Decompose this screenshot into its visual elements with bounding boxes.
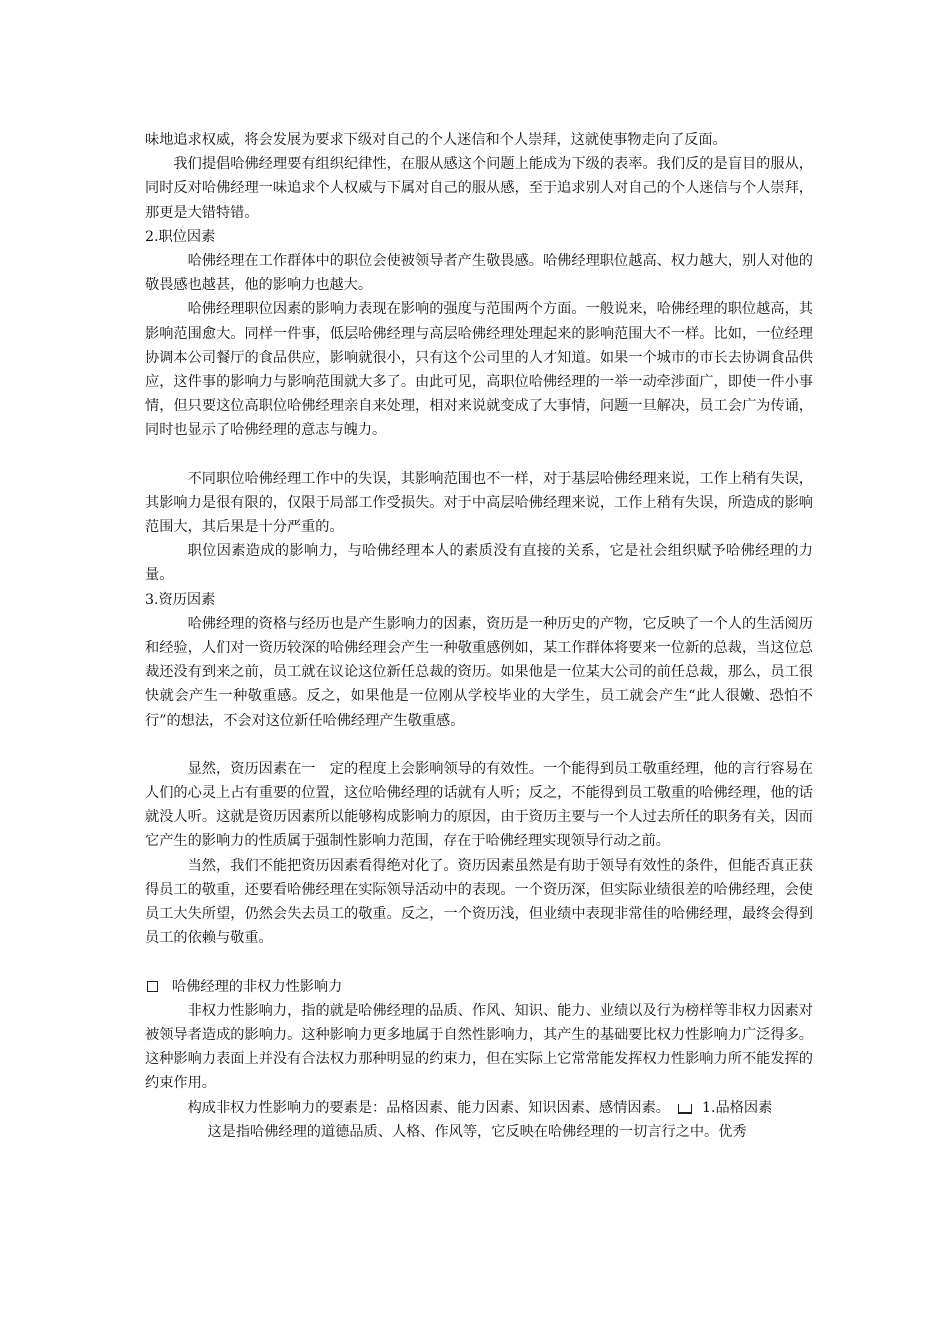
paragraph-5: 不同职位哈佛经理工作中的失误，其影响范围也不一样，对于基层哈佛经理来说，工作上稍有失误，其影响力是很有限的，仅限于局部工作受损失。对于中高层哈佛经理来说，工作上稍有失误，所造成的影响范围大，其后果是十分严重的。: [145, 470, 813, 536]
blank-line: [145, 951, 813, 975]
heading-character-factor: 1.品格因素: [701, 1099, 773, 1116]
paragraph-11: [145, 1096, 813, 1120]
blank-line: [145, 443, 813, 467]
section-title-text: 哈佛经理的非权力性影响力: [172, 978, 343, 995]
document-page: [145, 128, 813, 1144]
paragraph-10: 非权力性影响力，指的就是哈佛经理的品质、作风、知识、能力、业绩以及行为榜样等非权力因素对被领导者造成的影响力。这种影响力更多地属于自然性影响力，其产生的基础要比权力性影响力广泛得多。这种影响力表面上并没有合法权力那种明显的约束力，但在实际上它常常能发挥权力性影响力所不能发挥的约束作用。: [145, 1002, 813, 1092]
paragraph-3: 哈佛经理在工作群体中的职位会使被领导者产生敬畏感。哈佛经理职位越高、权力越大，别人对他的敬畏感也越甚，他的影响力也越大。: [145, 253, 813, 294]
paragraph-2: 我们提倡哈佛经理要有组织纪律性，在服从感这个问题上能成为下级的表率。我们反的是盲目的服从，同时反对哈佛经理一味追求个人权威与下属对自己的服从感，至于追求别人对自己的个人迷信与个人崇拜，那更是大错特错。: [145, 156, 813, 221]
section-title: [145, 975, 813, 999]
paragraph-1: 味地追求权威，将会发展为要求下级对自己的个人迷信和个人崇拜，这就使事物走向了反面。: [145, 132, 727, 148]
checkbox-icon: [147, 981, 158, 992]
paragraph-4: 哈佛经理职位因素的影响力表现在影响的强度与范围两个方面。一般说来，哈佛经理的职位越高，其影响范围愈大。同样一件事，低层哈佛经理与高层哈佛经理处理起来的影响范围大不一样。比如，一位经理协调本公司餐厅的食品供应，影响就很小，只有这个公司里的人才知道。如果一个城市的市长去协调食品供应，这件事的影响力与影响范围就大多了。由此可见，高职位哈佛经理的一举一动牵涉面广，即使一件小事情，但只要这位高职位哈佛经理亲自来处理，相对来说就变成了大事情，问题一旦解决，员工会广为传诵，同时也显示了哈佛经理的意志与魄力。: [145, 301, 813, 439]
blank-line: [145, 733, 813, 757]
heading-position-factor: 2.职位因素: [145, 228, 216, 245]
paragraph-12: 这是指哈佛经理的道德品质、人格、作风等，它反映在哈佛经理的一切言行之中。优秀: [207, 1123, 747, 1140]
bracket-mark-icon: [678, 1104, 692, 1114]
heading-seniority-factor: 3.资历因素: [145, 591, 216, 608]
paragraph-6: 职位因素造成的影响力，与哈佛经理本人的素质没有直接的关系，它是社会组织赋予哈佛经理的力量。: [145, 543, 813, 584]
paragraph-7: 哈佛经理的资格与经历也是产生影响力的因素，资历是一种历史的产物，它反映了一个人的生活阅历和经验，人们对一资历较深的哈佛经理会产生一种敬重感例如，某工作群体将要来一位新的总裁，当这位总裁还没有到来之前，员工就在议论这位新任总裁的资历。如果他是一位某大公司的前任总裁，那么，员工很快就会产生一种敬重感。反之，如果他是一位刚从学校毕业的大学生，员工就会产生“此人很嫩、恐怕不行”的想法，不会对这位新任哈佛经理产生敬重感。: [145, 615, 813, 729]
paragraph-8: 显然，资历因素在一 定的程度上会影响领导的有效性。一个能得到员工敬重经理，他的言行容易在人们的心灵上占有重要的位置，这位哈佛经理的话就有人听；反之，不能得到员工敬重的哈佛经理，他的话就没人听。这就是资历因素所以能够构成影响力的原因，由于资历主要与一个人过去所任的职务有关，因而它产生的影响力的性质属于强制性影响力范围，存在于哈佛经理实现领导行动之前。: [145, 760, 813, 850]
paragraph-11-text: 构成非权力性影响力的要素是：品格因素、能力因素、知识因素、感情因素。: [187, 1099, 670, 1116]
paragraph-9: 当然，我们不能把资历因素看得绝对化了。资历因素虽然是有助于领导有效性的条件，但能否真正获得员工的敬重，还要看哈佛经理在实际领导活动中的表现。一个资历深，但实际业绩很差的哈佛经理，会使员工大失所望，仍然会失去员工的敬重。反之，一个资历浅，但业绩中表现非常佳的哈佛经理，最终会得到员工的依赖与敬重。: [145, 857, 813, 947]
